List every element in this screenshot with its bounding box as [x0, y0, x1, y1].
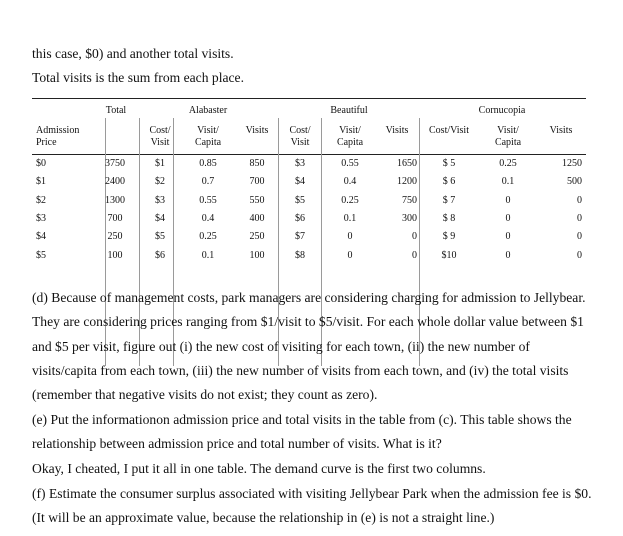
header-beautiful-cost: Cost/ Visit [289, 125, 311, 148]
table-cell: 0 [505, 231, 511, 243]
table-cell: $1 [155, 158, 165, 169]
table-cell: 750 [402, 194, 417, 206]
table-cell: 0 [577, 249, 582, 261]
table-cell: 2400 [105, 176, 125, 188]
group-cornucopia: Cornucopia [478, 105, 526, 116]
header-admission-price: Admission Price [36, 125, 80, 148]
table-cell: 0.25 [499, 158, 517, 169]
table-top-rule [32, 98, 586, 99]
table-cell: 100 [107, 249, 123, 261]
table-cell: $8 [295, 249, 305, 261]
table-cell: 700 [107, 212, 123, 224]
table-cell: 0 [505, 194, 511, 206]
table-cell: $ 7 [442, 194, 456, 206]
table-cell: 0 [347, 249, 353, 261]
table-cell: 0.1 [201, 249, 215, 261]
table-cell: 1200 [397, 176, 417, 188]
table-cell: $ 9 [442, 231, 456, 243]
header-cornucopia-cost: Cost/Visit [429, 125, 469, 136]
header-cornucopia-visits: Visits [549, 125, 573, 136]
table-cell: $2 [36, 194, 46, 206]
table-cell: $4 [295, 176, 305, 188]
table-cell: $6 [155, 249, 165, 261]
table-cell: $7 [295, 231, 305, 243]
table-cell: $3 [295, 158, 305, 169]
table-cell: $ 6 [442, 176, 456, 188]
table-cell: $6 [295, 212, 305, 224]
table-cell: 850 [249, 158, 265, 169]
paragraph-f: (f) Estimate the consumer surplus associated with visiting Jellybear Park when the admission fee is $0. (It will be an approximate value, because the relationship in (e) is not a straight line.) [32, 486, 592, 526]
table-cell: $3 [155, 194, 165, 206]
table-cell: 0 [347, 231, 353, 243]
table-cell: 1300 [105, 194, 125, 206]
table-cell: 0 [505, 212, 511, 224]
group-alabaster: Alabaster [188, 105, 228, 116]
paragraph-e: (e) Put the informationon admission price and total visits in the table from (c). This table shows the relationship between admission price and total number of visits. What is it? [32, 412, 572, 452]
table-cell: 0 [577, 194, 582, 206]
header-alabaster-cost: Cost/ Visit [149, 125, 171, 148]
table-cell: 0 [412, 249, 417, 261]
table-cell: 0.7 [201, 176, 215, 188]
header-cornucopia-visit-capita: Visit/ Capita [494, 125, 522, 148]
table-cell: $2 [155, 176, 165, 188]
table-cell: 0 [577, 212, 582, 224]
table-cell: 400 [249, 212, 265, 224]
table-cell: 0.25 [341, 194, 359, 206]
group-total: Total [105, 105, 127, 116]
table-cell: 0 [577, 231, 582, 243]
group-beautiful: Beautiful [330, 105, 368, 116]
table-cell: $5 [295, 194, 305, 206]
table-cell: 0 [505, 249, 511, 261]
table-cell: $ 8 [442, 212, 456, 224]
table-cell: 0.4 [343, 176, 357, 188]
header-beautiful-visit-capita: Visit/ Capita [336, 125, 364, 148]
table-cell: 550 [249, 194, 265, 206]
header-beautiful-visits: Visits [385, 125, 409, 136]
table-cell: $ 5 [442, 158, 456, 169]
table-cell: 0 [412, 231, 417, 243]
table-cell: 3750 [105, 158, 125, 169]
paragraph-note: Okay, I cheated, I put it all in one table. The demand curve is the first two columns. [32, 461, 486, 476]
table-cell: 250 [107, 231, 123, 243]
table-cell: 300 [402, 212, 417, 224]
table-cell: $5 [36, 249, 46, 261]
table-cell: 0.85 [199, 158, 217, 169]
header-alabaster-visit-capita: Visit/ Capita [194, 125, 222, 148]
table-cell: 0.4 [201, 212, 215, 224]
table-cell: 0.25 [199, 231, 217, 243]
paragraph-d: (d) Because of management costs, park managers are considering charging for admission to Jellybear. They are considering prices ranging from $1/visit to $5/visit. For each whole dollar value between $1 and $5 per visit, figure out (i) the new cost of visiting for each town, (ii) the new number of visits/capita from each town, (iii) the new number of visits from each town, and (iv) the total visits (remember that negative visits do not exist; they count as zero). [32, 290, 586, 403]
table-cell: 500 [567, 176, 582, 188]
table-cell: 1650 [397, 158, 417, 169]
table-cell: $5 [155, 231, 165, 243]
table-cell: 100 [249, 249, 265, 261]
table-cell: $4 [155, 212, 165, 224]
table-cell: 0.1 [501, 176, 515, 188]
header-alabaster-visits: Visits [245, 125, 269, 136]
table-cell: $0 [36, 158, 46, 169]
table-cell: $3 [36, 212, 46, 224]
table-cell: $10 [441, 249, 457, 261]
table-header-rule [32, 154, 586, 155]
table-cell: 1250 [562, 158, 582, 169]
intro-line-2: Total visits is the sum from each place. [32, 70, 244, 85]
table-cell: $4 [36, 231, 46, 243]
table-cell: 0.55 [341, 158, 359, 169]
table-cell: 0.1 [343, 212, 357, 224]
intro-line-1: this case, $0) and another total visits. [32, 46, 234, 61]
table-cell: 0.55 [199, 194, 217, 206]
table-cell: 700 [249, 176, 265, 188]
table-cell: 250 [249, 231, 265, 243]
table-cell: $1 [36, 176, 46, 188]
